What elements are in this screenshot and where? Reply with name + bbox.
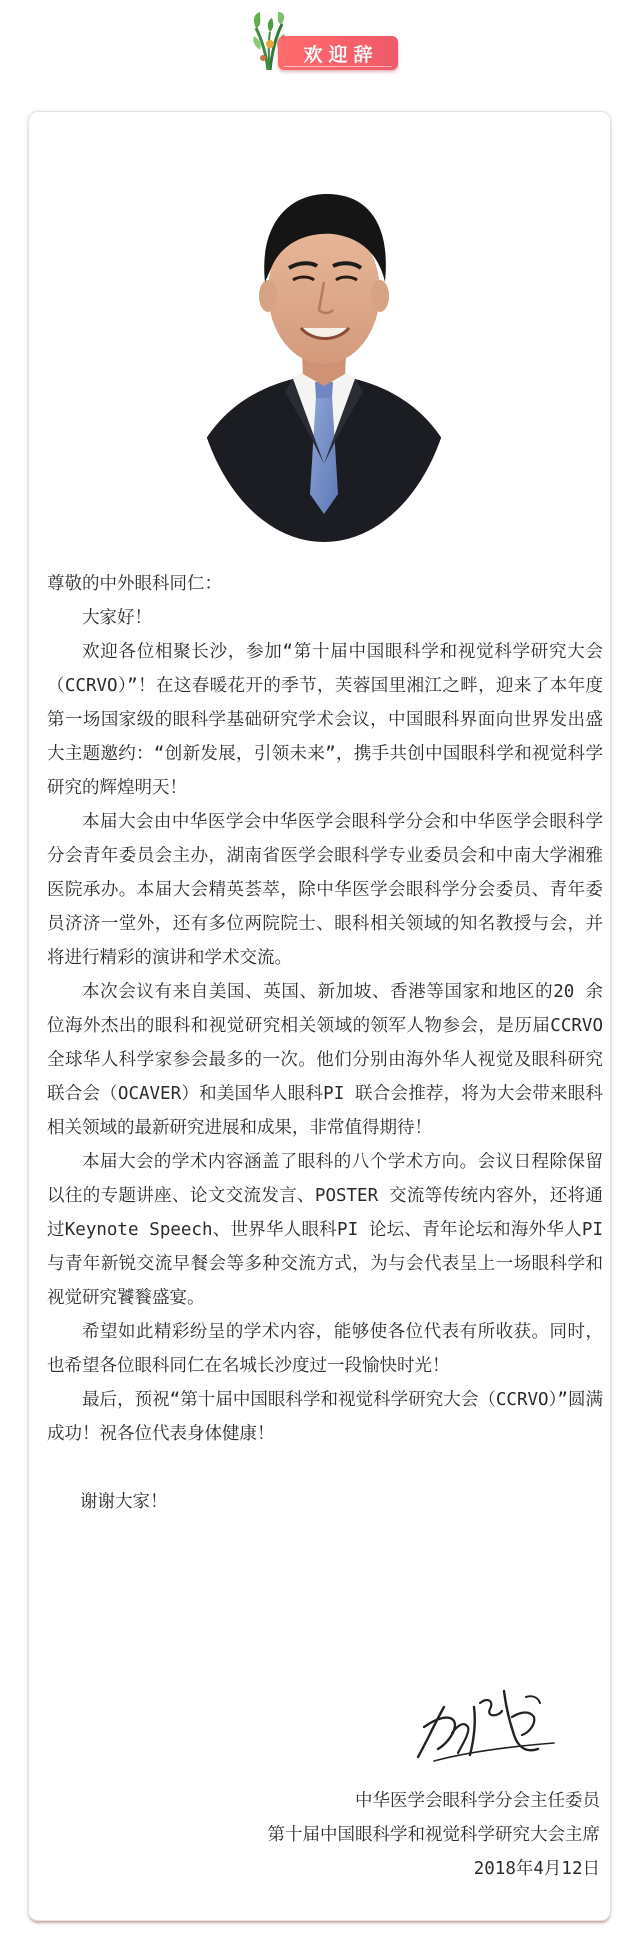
- welcome-title: 欢迎辞: [303, 43, 379, 66]
- letter-card: [28, 111, 611, 1921]
- letter-paragraph: 本届大会由中华医学会中华医学会眼科学分会和中华医学会眼科学分会青年委员会主办，湖南省医学会眼科学专业委员会和中南大学湘雅医院承办。本届大会精英荟萃，除中华医学会眼科学分会委员、青年委员济济一堂外，还有多位两院院士、眼科相关领域的知名教授与会，并将进行精彩的演讲和学术交流。: [47, 812, 603, 968]
- welcome-badge-pill: [278, 36, 398, 70]
- welcome-badge: [250, 26, 398, 74]
- letter-salutation: 尊敬的中外眼科同仁：: [47, 574, 222, 594]
- letter-paragraph: 本届大会的学术内容涵盖了眼科的八个学术方向。会议日程除保留以往的专题讲座、论文交流发言、POSTER 交流等传统内容外，还将通过Keynote Speech、世界华人眼科PI 论坛、青年论坛和海外华人PI与青年新锐交流早餐会等多种交流方式，为与会代表呈上一场眼科学和视觉研究饕餮盛宴。: [47, 1152, 603, 1308]
- letter-date: 2018年4月12日: [473, 1859, 600, 1879]
- letter-paragraph: 希望如此精彩纷呈的学术内容，能够使各位代表有所收获。同时，也希望各位眼科同仁在名城长沙度过一段愉快时光！: [47, 1322, 603, 1376]
- portrait-image: [193, 164, 455, 542]
- letter-paragraph: 本次会议有来自美国、英国、新加坡、香港等国家和地区的20 余位海外杰出的眼科和视觉研究相关领域的领军人物参会，是历届CCRVO 全球华人科学家参会最多的一次。他们分别由海外华人视觉及眼科研究联合会（OCAVER）和美国华人眼科PI 联合会推荐，将为大会带来眼科相关领域的最新研究进展和成果，非常值得期待！: [47, 982, 603, 1138]
- signatory-block: [180, 1784, 600, 1886]
- welcome-letter: [47, 567, 603, 1519]
- letter-thanks: 谢谢大家！: [80, 1492, 168, 1512]
- letter-paragraph: 欢迎各位相聚长沙，参加“第十届中国眼科学和视觉科学研究大会（CCRVO）”！在这春暖花开的季节，芙蓉国里湘江之畔，迎来了本年度第一场国家级的眼科学基础研究学术会议，中国眼科界面向世界发出盛大主题邀约：“创新发展，引领未来”，携手共创中国眼科学和视觉科学研究的辉煌明天！: [47, 642, 603, 798]
- handwritten-signature: [414, 1677, 564, 1767]
- signatory-title: 中华医学会眼科学分会主任委员: [355, 1791, 600, 1811]
- letter-greeting: 大家好！: [82, 608, 152, 628]
- signatory-role: 第十届中国眼科学和视觉科学研究大会主席: [267, 1825, 600, 1845]
- letter-paragraph: 最后，预祝“第十届中国眼科学和视觉科学研究大会（CCRVO）”圆满成功！祝各位代表身体健康！: [47, 1390, 603, 1444]
- header: [0, 0, 640, 100]
